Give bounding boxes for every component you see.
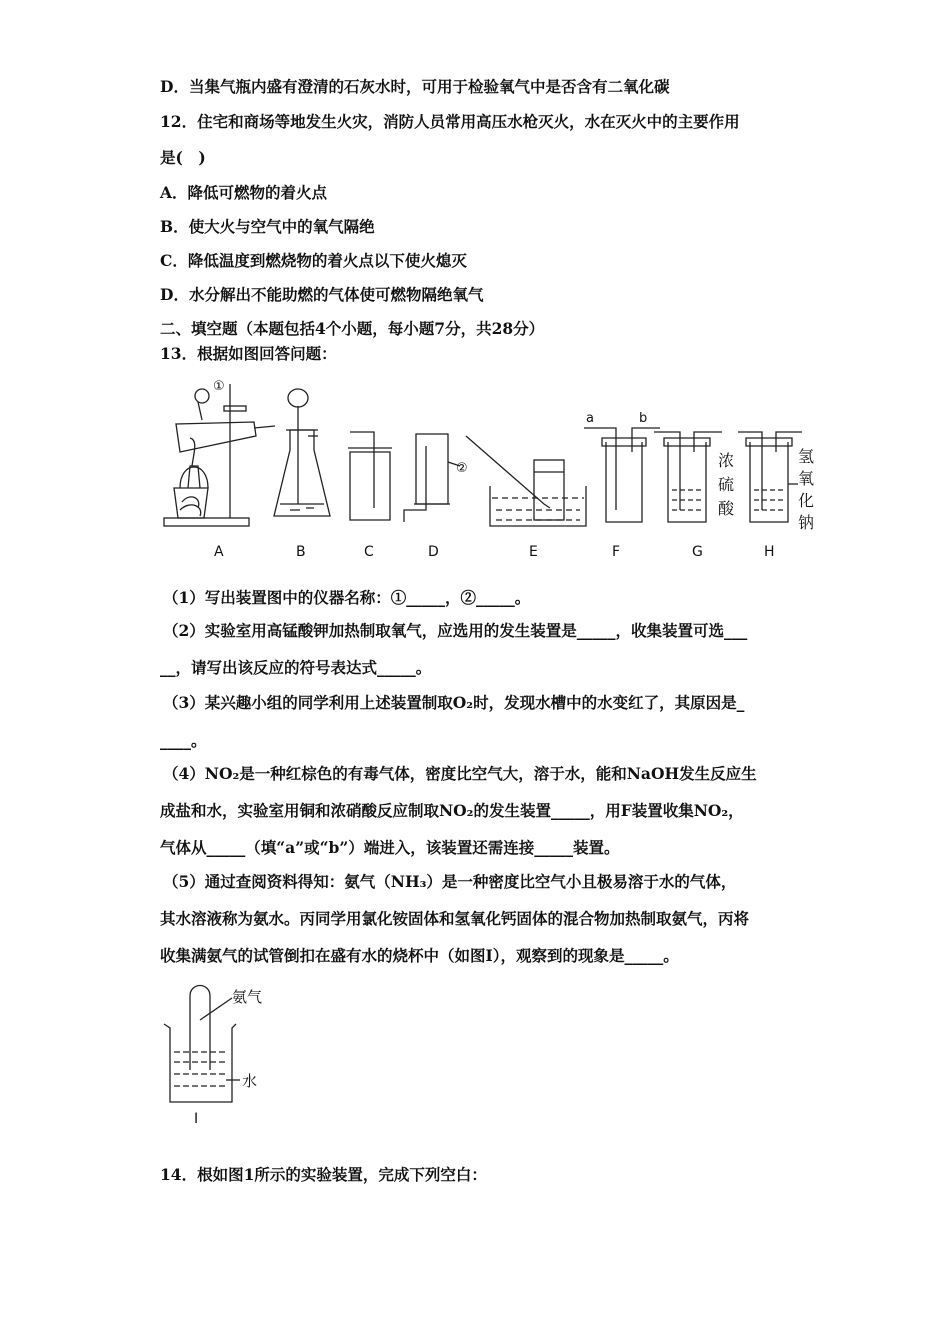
label-h: H	[764, 544, 775, 560]
label-f: F	[612, 544, 621, 560]
q13-part5-line2: 其水溶液称为氨水。丙同学用氯化铵固体和氢氧化钙固体的混合物加热制取氨气，丙将	[160, 909, 750, 928]
q13-part5-line1: （5）通过查阅资料得知：氨气（NH₃）是一种密度比空气小且极易溶于水的气体，	[163, 872, 737, 891]
q13-part5-line3: 收集满氨气的试管倒扣在盛有水的烧杯中（如图I），观察到的现象是_____。	[160, 946, 679, 965]
label-b: B	[296, 544, 306, 560]
q13-part3-line2: ____。	[160, 731, 207, 750]
apparatus-d	[404, 434, 460, 522]
q12-stem-line2: 是( )	[160, 148, 206, 167]
apparatus-b	[274, 389, 330, 516]
callout-1: ①	[213, 380, 225, 394]
label-d: D	[428, 544, 439, 560]
g-reagent-3: 酸	[718, 499, 735, 518]
callout-2: ②	[456, 461, 468, 476]
section-heading: 二、填空题（本题包括4个小题，每小题7分，共28分）	[160, 319, 545, 338]
q13-part4-line1: （4）NO₂是一种红棕色的有毒气体，密度比空气大，溶于水，能和NaOH发生反应生	[163, 764, 757, 783]
q13-part4-line2: 成盐和水，实验室用铜和浓硝酸反应制取NO₂的发生装置_____，用F装置收集NO₂，	[160, 801, 744, 820]
label-a: A	[214, 544, 224, 560]
q11-option-d: D．当集气瓶内盛有澄清的石灰水时，可用于检验氧气中是否含有二氧化碳	[160, 77, 670, 96]
water-label: 水	[242, 1072, 258, 1090]
q14-stem: 14．根如图1所示的实验装置，完成下列空白：	[160, 1165, 487, 1184]
apparatus-figure	[150, 380, 830, 565]
ammonia-label: 氨气	[232, 988, 263, 1006]
q12-option-a: A．降低可燃物的着火点	[160, 183, 328, 202]
q13-part1: （1）写出装置图中的仪器名称：①_____，②_____。	[163, 588, 531, 607]
q12-option-b: B．使大火与空气中的氧气隔绝	[160, 217, 375, 236]
apparatus-c	[348, 432, 392, 520]
h-reagent-2: 氧	[798, 469, 815, 488]
q12-option-d: D．水分解出不能助燃的气体使可燃物隔绝氧气	[160, 285, 484, 304]
g-reagent-1: 浓	[718, 451, 735, 470]
apparatus-g	[654, 432, 722, 522]
label-e: E	[529, 544, 538, 560]
figure-i-caption: I	[194, 1111, 199, 1127]
figure-i	[160, 980, 280, 1128]
q13-part3-line1: （3）某兴趣小组的同学利用上述装置制取O₂时，发现水槽中的水变红了，其原因是_	[163, 693, 745, 712]
q13-part2-line1: （2）实验室用高锰酸钾加热制取氧气，应选用的发生装置是_____，收集装置可选___	[163, 621, 748, 640]
port-a-label: a	[586, 411, 594, 426]
q12-option-c: C．降低温度到燃烧物的着火点以下使火熄灭	[160, 251, 467, 270]
label-c: C	[364, 544, 374, 560]
h-reagent-3: 化	[798, 491, 815, 510]
g-reagent-2: 硫	[718, 475, 735, 494]
apparatus-e	[466, 436, 586, 526]
label-g: G	[692, 544, 703, 560]
port-b-label: b	[639, 411, 648, 426]
apparatus-a	[164, 384, 275, 526]
q13-part2-line2: __，请写出该反应的符号表达式_____。	[160, 658, 432, 677]
q13-stem: 13．根据如图回答问题：	[160, 344, 337, 363]
q13-part4-line3: 气体从_____（填“a”或“b”）端进入，该装置还需连接_____装置。	[160, 838, 620, 857]
h-reagent-1: 氢	[798, 447, 815, 466]
q12-stem-line1: 12．住宅和商场等地发生火灾，消防人员常用高压水枪灭火，水在灭火中的主要作用	[160, 112, 740, 131]
h-reagent-4: 钠	[798, 513, 815, 532]
apparatus-h	[738, 432, 802, 522]
apparatus-f	[584, 428, 660, 522]
